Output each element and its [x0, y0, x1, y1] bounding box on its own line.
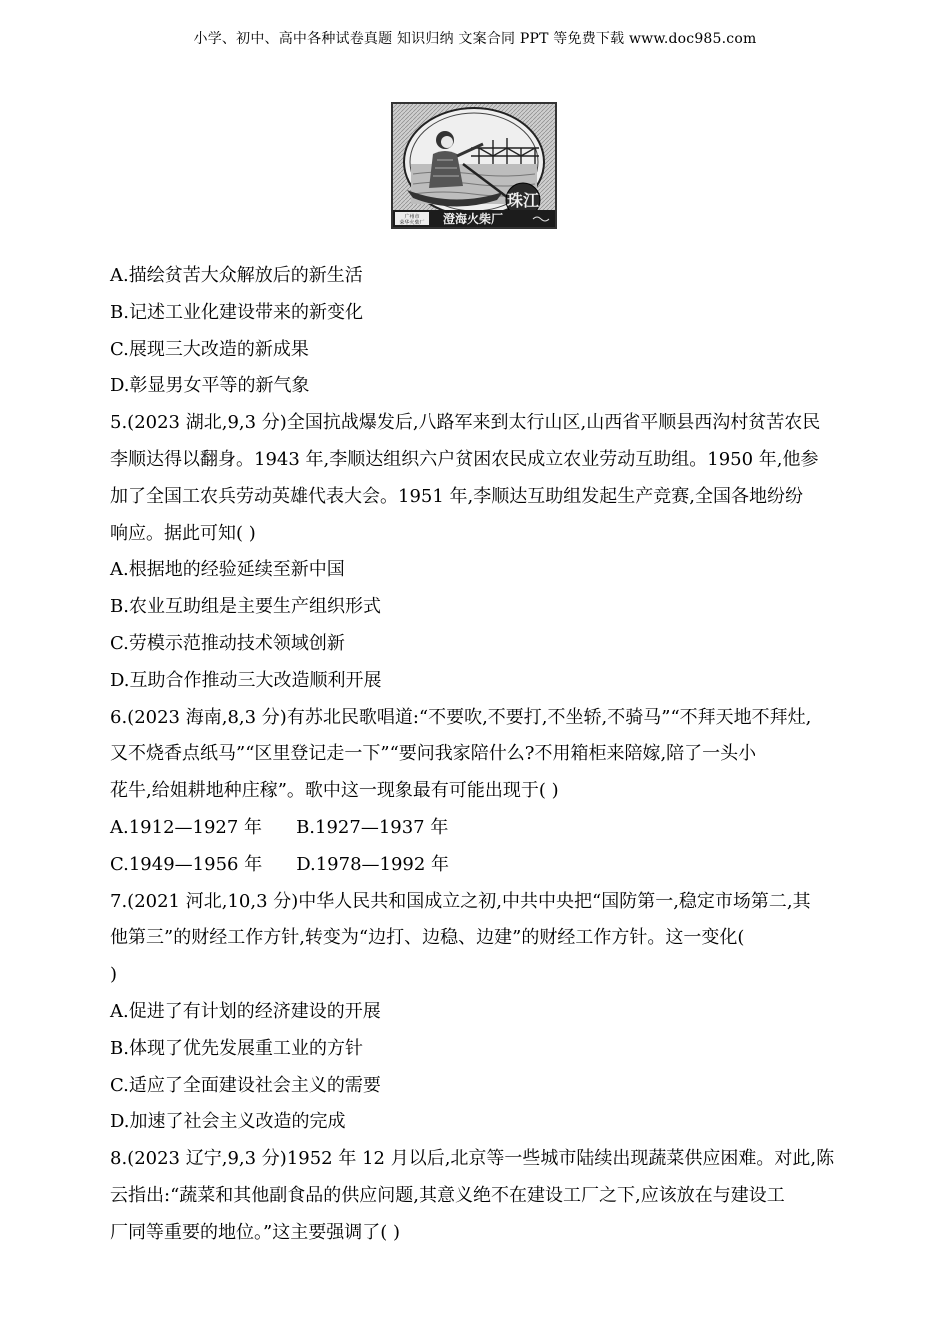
q7-stem-line-2: 他第三”的财经工作方针,转变为“边打、边稳、边建”的财经工作方针。这一变化( — [110, 927, 745, 949]
q4-option-b: B.记述工业化建设带来的新变化 — [110, 301, 363, 323]
q6-options-row-2 — [110, 847, 842, 884]
q5-stem-line-4: 响应。据此可知( ) — [110, 522, 256, 544]
q5-option-b: B.农业互助组是主要生产组织形式 — [110, 596, 381, 618]
q7-option-b: B.体现了优先发展重工业的方针 — [110, 1037, 363, 1059]
q6-stem-line-1: 6.(2023 海南,8,3 分)有苏北民歌唱道:“不要吹,不要打,不坐轿,不骑马”“不拜天地不拜灶, — [110, 706, 812, 728]
q5-option-a: A.根据地的经验延续至新中国 — [110, 559, 345, 581]
q6-option-a: A.1912—1927 年 — [110, 816, 263, 838]
q7-option-d: D.加速了社会主义改造的完成 — [110, 1111, 346, 1133]
page-header: 小学、初中、高中各种试卷真题 知识归纳 文案合同 PPT 等免费下载 www.doc985.com — [193, 31, 757, 47]
q7-stem-line-1: 7.(2021 河北,10,3 分)中华人民共和国成立之初,中共中央把“国防第一,稳定市场第二,其 — [110, 890, 811, 912]
label-small-2: 荣华火柴厂 — [399, 220, 425, 226]
q5-stem-line-1: 5.(2023 湖北,9,3 分)全国抗战爆发后,八路军来到太行山区,山西省平顺县西沟村贫苦农民 — [110, 412, 821, 434]
question-content — [110, 258, 842, 1252]
emblem-text: 珠江 — [506, 191, 540, 210]
q8-stem-line-3: 厂同等重要的地位。”这主要强调了( ) — [110, 1221, 400, 1243]
q8-stem-line-1: 8.(2023 辽宁,9,3 分)1952 年 12 月以后,北京等一些城市陆续出现蔬菜供应困难。对此,陈 — [110, 1148, 835, 1170]
q4-option-a: A.描绘贫苦大众解放后的新生活 — [110, 265, 363, 286]
q6-option-b: B.1927—1937 年 — [296, 816, 449, 838]
matchbox-illustration — [393, 104, 555, 227]
q4-option-c: C.展现三大改造的新成果 — [110, 338, 309, 360]
q6-stem-line-3: 花牛,给姐耕地种庄稼”。歌中这一现象最有可能出现于( ) — [110, 780, 559, 802]
q6-options-row-1 — [110, 810, 842, 847]
q5-stem-line-2: 李顺达得以翻身。1943 年,李顺达组织六户贫困农民成立农业劳动互助组。1950 年,他参 — [110, 448, 819, 470]
q5-option-c: C.劳模示范推动技术领域创新 — [110, 632, 345, 654]
q8-stem-line-2: 云指出:“蔬菜和其他副食品的供应问题,其意义绝不在建设工厂之下,应该放在与建设工 — [110, 1184, 785, 1206]
label-small-1: 广州市 — [404, 214, 420, 220]
q7-option-a: A.促进了有计划的经济建设的开展 — [110, 1000, 381, 1022]
label-main: 澄海火柴厂 — [442, 212, 504, 226]
q4-option-d: D.彰显男女平等的新气象 — [110, 375, 310, 397]
q5-stem-line-3: 加了全国工农兵劳动英雄代表大会。1951 年,李顺达互助组发起生产竞赛,全国各地纷纷 — [110, 485, 803, 507]
q6-stem-line-2: 又不烧香点纸马”“区里登记走一下”“要问我家陪什么?不用箱柜来陪嫁,陪了一头小 — [110, 743, 757, 765]
q7-option-c: C.适应了全面建设社会主义的需要 — [110, 1074, 381, 1096]
q6-option-c: C.1949—1956 年 — [110, 853, 263, 875]
q6-option-d: D.1978—1992 年 — [296, 853, 450, 875]
q5-option-d: D.互助合作推动三大改造顺利开展 — [110, 669, 382, 691]
matchbox-label-image — [391, 102, 557, 229]
q7-stem-line-3: ) — [110, 964, 118, 986]
